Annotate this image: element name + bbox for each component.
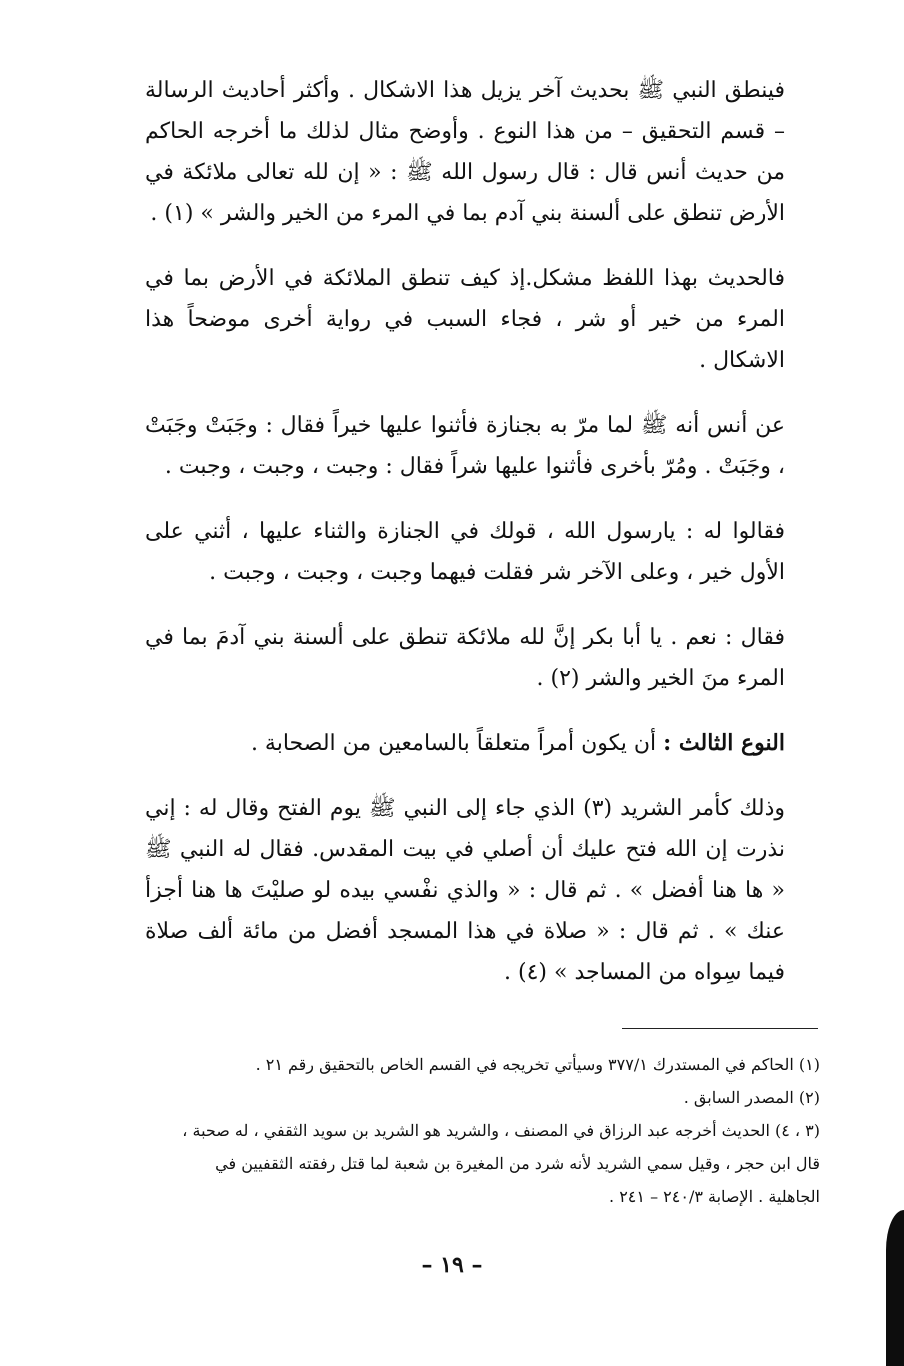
footnote-3: (٣ ، ٤) الحديث أخرجه عبد الرزاق في المصنف ، والشريد هو الشريد بن سويد الثقفي ، له صحبة ، قال ابن حجر ، وقيل سمي الشريد لأنه شرد من المغيرة بن شعبة لما قتل رفقته الثقفيين في الجاهلية . الإصابة ٢٤٠/٣ – ٢٤١ . (182, 1121, 820, 1206)
paragraph-1: فينطق النبي ﷺ بحديث آخر يزيل هذا الاشكال . وأكثر أحاديث الرسالة – قسم التحقيق – من هذا النوع . وأوضح مثال لذلك ما أخرجه الحاكم من حديث أنس قال : قال رسول الله ﷺ : « إن لله تعالى ملائكة في الأرض تنطق على ألسنة بني آدم بما في المرء من الخير والشر » (١) . (145, 78, 785, 226)
page-number: – ١٩ – (421, 1252, 483, 1278)
section-heading-label: النوع الثالث : (663, 730, 785, 756)
paragraph-5: فقال : نعم . يا أبا بكر إنَّ لله ملائكة تنطق على ألسنة بني آدمَ بما في المرء منَ الخير والشر (٢) . (145, 625, 785, 691)
scan-edge-shadow (886, 1210, 904, 1366)
paragraph-4: فقالوا له : يارسول الله ، قولك في الجنازة والثناء عليها ، أثني على الأول خير ، وعلى الآخر شر فقلت فيهما وجبت ، وجبت ، وجبت . (145, 519, 785, 585)
section-heading-text: أن يكون أمراً متعلقاً بالسامعين من الصحابة . (250, 731, 657, 756)
paragraph-3: عن أنس أنه ﷺ لما مرّ به بجنازة فأثنوا عليها خيراً فقال : وجَبَتْ وجَبَتْ ، وجَبَتْ . ومُرّ بأخرى فأثنوا عليها شراً فقال : وجبت ، وجبت ، وجبت . (145, 413, 785, 479)
footnote-2: (٢) المصدر السابق . (683, 1088, 820, 1107)
footnote-divider (622, 1028, 818, 1029)
footnotes (160, 1048, 820, 1213)
paragraph-6: وذلك كأمر الشريد (٣) الذي جاء إلى النبي ﷺ يوم الفتح وقال له : إني نذرت إن الله فتح عليك أن أصلي في بيت المقدس. فقال له النبي ﷺ « ها هنا أفضل » . ثم قال : « والذي نفْسي بيده لو صليْتَ ها هنا أجزأ عنك » . ثم قال : « صلاة في هذا المسجد أفضل من مائة ألف صلاة فيما سِواه من المساجد » (٤) . (145, 796, 785, 985)
footnote-1: (١) الحاكم في المستدرك ٣٧٧/١ وسيأتي تخريجه في القسم الخاص بالتحقيق رقم ٢١ . (255, 1055, 820, 1074)
section-heading (145, 723, 785, 764)
paragraph-2: فالحديث بهذا اللفظ مشكل.إذ كيف تنطق الملائكة في الأرض بما في المرء من خير أو شر ، فجاء السبب في رواية أخرى موضحاً هذا الاشكال . (145, 266, 785, 373)
main-text (145, 70, 785, 1017)
